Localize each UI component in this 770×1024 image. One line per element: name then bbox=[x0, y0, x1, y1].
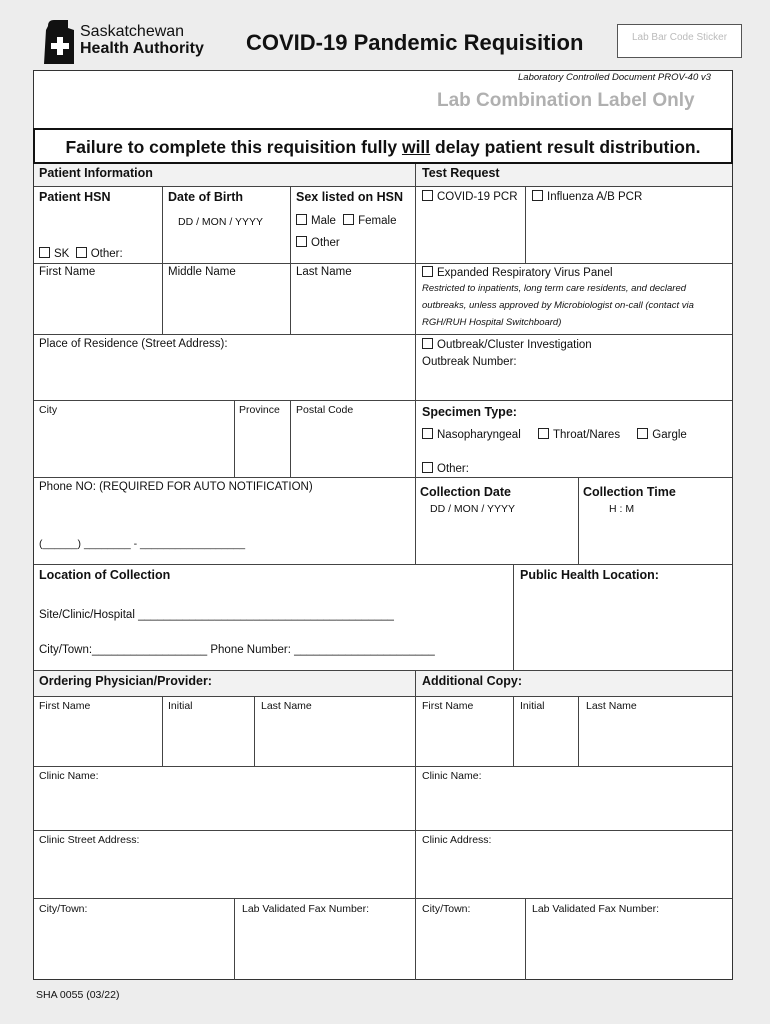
physician-city-label: City/Town: bbox=[39, 903, 88, 915]
city-phone-field[interactable]: City/Town:__________________ Phone Number: ______________________ bbox=[39, 644, 435, 656]
physician-last-name-field[interactable] bbox=[257, 716, 412, 764]
collection-date-field[interactable]: DD / MON / YYYY bbox=[430, 503, 515, 515]
outbreak-number-label: Outbreak Number: bbox=[422, 356, 517, 368]
specimen-other-option: Other: bbox=[422, 462, 469, 475]
org-name-line2: Health Authority bbox=[80, 40, 204, 57]
physician-city-field[interactable] bbox=[36, 918, 231, 976]
location-heading: Location of Collection bbox=[39, 568, 171, 582]
erv-panel-option: Expanded Respiratory Virus Panel bbox=[422, 266, 613, 279]
patient-middle-name-field[interactable] bbox=[165, 282, 287, 330]
specimen-other-checkbox[interactable] bbox=[422, 462, 433, 473]
physician-first-name-field[interactable] bbox=[36, 716, 160, 764]
copy-clinic-name-field[interactable] bbox=[418, 786, 730, 828]
physician-fax-label: Lab Validated Fax Number: bbox=[242, 903, 370, 915]
warning-banner bbox=[33, 128, 733, 164]
residence-field[interactable] bbox=[36, 356, 412, 396]
patient-first-name-label: First Name bbox=[39, 266, 96, 278]
sex-other-option: Other bbox=[296, 236, 340, 249]
postal-code-label: Postal Code bbox=[296, 404, 354, 416]
document-control-number: Laboratory Controlled Document PROV-40 v3 bbox=[518, 72, 711, 83]
copy-clinic-address-label: Clinic Address: bbox=[422, 834, 492, 846]
lab-combination-label: Lab Combination Label Only bbox=[437, 90, 695, 111]
copy-first-name-field[interactable] bbox=[418, 716, 510, 764]
warning-text: Failure to complete this requisition fully will delay patient result distribution. bbox=[65, 137, 701, 157]
province-label: Province bbox=[239, 404, 280, 416]
city-label: City bbox=[39, 404, 58, 416]
barcode-sticker-box bbox=[617, 24, 742, 58]
covid-pcr-checkbox[interactable] bbox=[422, 190, 433, 201]
sex-other-checkbox[interactable] bbox=[296, 236, 307, 247]
province-field[interactable] bbox=[236, 420, 288, 474]
phone-label: Phone NO: (REQUIRED FOR AUTO NOTIFICATION) bbox=[39, 481, 313, 493]
patient-middle-name-label: Middle Name bbox=[168, 266, 236, 278]
specimen-options: Nasopharyngeal Throat/Nares Gargle bbox=[422, 428, 687, 441]
male-checkbox[interactable] bbox=[296, 214, 307, 225]
collection-time-label: Collection Time bbox=[583, 485, 676, 499]
other-province-checkbox[interactable] bbox=[76, 247, 87, 258]
dob-format-field[interactable]: DD / MON / YYYY bbox=[178, 216, 263, 228]
patient-hsn-label: Patient HSN bbox=[39, 190, 111, 204]
influenza-pcr-option: Influenza A/B PCR bbox=[532, 190, 642, 203]
outbreak-option: Outbreak/Cluster Investigation bbox=[422, 338, 592, 351]
collection-time-field[interactable]: H : M bbox=[609, 503, 635, 515]
covid-pcr-option: COVID-19 PCR bbox=[422, 190, 518, 203]
physician-clinic-street-label: Clinic Street Address: bbox=[39, 834, 140, 846]
form-number: SHA 0055 (03/22) bbox=[36, 989, 120, 1001]
throat-nares-checkbox[interactable] bbox=[538, 428, 549, 439]
collection-date-label: Collection Date bbox=[420, 485, 511, 499]
org-name-line1: Saskatchewan bbox=[80, 23, 185, 40]
physician-initial-label: Initial bbox=[168, 700, 193, 712]
city-field[interactable] bbox=[36, 420, 231, 474]
ordering-physician-heading: Ordering Physician/Provider: bbox=[39, 674, 212, 688]
copy-clinic-address-field[interactable] bbox=[418, 850, 730, 896]
phone-field[interactable]: (______) ________ - __________________ bbox=[39, 538, 246, 550]
erv-panel-checkbox[interactable] bbox=[422, 266, 433, 277]
erv-note-line3: RGH/RUH Hospital Switchboard) bbox=[422, 317, 562, 328]
patient-hsn-field[interactable] bbox=[36, 208, 160, 244]
residence-label: Place of Residence (Street Address): bbox=[39, 338, 228, 350]
copy-last-name-field[interactable] bbox=[581, 716, 730, 764]
gargle-checkbox[interactable] bbox=[637, 428, 648, 439]
physician-last-name-label: Last Name bbox=[261, 700, 312, 712]
hsn-province-options: SK Other: bbox=[39, 247, 123, 260]
test-request-heading: Test Request bbox=[422, 166, 500, 180]
postal-code-field[interactable] bbox=[293, 420, 413, 474]
patient-last-name-label: Last Name bbox=[296, 266, 352, 278]
copy-city-label: City/Town: bbox=[422, 903, 471, 915]
outbreak-checkbox[interactable] bbox=[422, 338, 433, 349]
patient-last-name-field[interactable] bbox=[293, 282, 413, 330]
influenza-pcr-checkbox[interactable] bbox=[532, 190, 543, 201]
copy-initial-label: Initial bbox=[520, 700, 545, 712]
physician-fax-field[interactable] bbox=[237, 918, 412, 976]
nasopharyngeal-checkbox[interactable] bbox=[422, 428, 433, 439]
physician-initial-field[interactable] bbox=[165, 716, 251, 764]
public-health-location-label: Public Health Location: bbox=[520, 568, 659, 582]
copy-initial-field[interactable] bbox=[516, 716, 576, 764]
copy-fax-field[interactable] bbox=[528, 918, 730, 976]
sk-checkbox[interactable] bbox=[39, 247, 50, 258]
specimen-type-heading: Specimen Type: bbox=[422, 405, 517, 419]
physician-clinic-name-field[interactable] bbox=[36, 786, 412, 828]
additional-copy-heading: Additional Copy: bbox=[422, 674, 522, 688]
public-health-location-field[interactable] bbox=[516, 586, 730, 666]
sex-options: Male Female bbox=[296, 214, 397, 227]
physician-first-name-label: First Name bbox=[39, 700, 91, 712]
patient-first-name-field[interactable] bbox=[36, 282, 160, 330]
sha-logo-icon bbox=[44, 20, 76, 64]
sex-label: Sex listed on HSN bbox=[296, 190, 403, 204]
site-clinic-field[interactable]: Site/Clinic/Hospital ________________________________________ bbox=[39, 609, 394, 621]
copy-last-name-label: Last Name bbox=[586, 700, 637, 712]
erv-note-line1: Restricted to inpatients, long term care residents, and declared bbox=[422, 283, 687, 294]
copy-first-name-label: First Name bbox=[422, 700, 474, 712]
physician-clinic-name-label: Clinic Name: bbox=[39, 770, 99, 782]
female-checkbox[interactable] bbox=[343, 214, 354, 225]
form-title: COVID-19 Pandemic Requisition bbox=[246, 30, 584, 55]
dob-label: Date of Birth bbox=[168, 190, 243, 204]
barcode-sticker-label: Lab Bar Code Sticker bbox=[631, 32, 728, 43]
patient-info-heading: Patient Information bbox=[39, 166, 153, 180]
erv-note-line2: outbreaks, unless approved by Microbiologist on-call (contact via bbox=[422, 300, 694, 311]
copy-city-field[interactable] bbox=[418, 918, 522, 976]
physician-clinic-street-field[interactable] bbox=[36, 850, 412, 896]
copy-fax-label: Lab Validated Fax Number: bbox=[532, 903, 660, 915]
copy-clinic-name-label: Clinic Name: bbox=[422, 770, 482, 782]
